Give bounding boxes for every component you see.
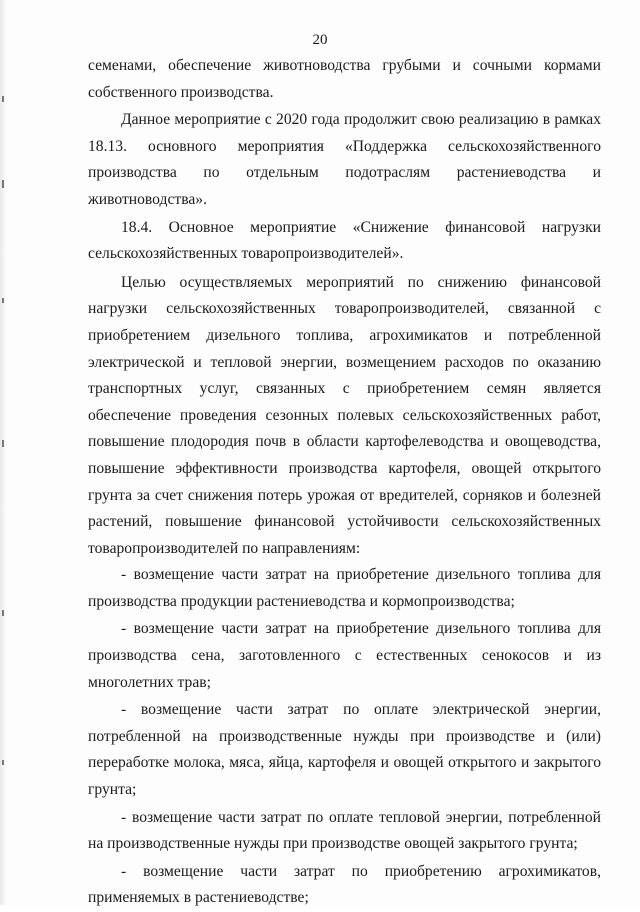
scan-edge-mark [2, 180, 4, 188]
scan-edge-mark [2, 610, 4, 616]
list-item-electric-energy: - возмещение части затрат по оплате электрической энергии, потребленной на производственные нужды при производстве и (или) переработке молока, мяса, яйца, картофеля и овощей открытого и закрытого грунта; [88, 701, 601, 799]
paragraph-continuation: семенами, обеспечение животноводства грубыми и сочными кормами собственного производства. [88, 57, 601, 101]
scan-edge-mark [2, 760, 4, 765]
scan-edge-mark [2, 440, 4, 447]
list-item-agrochemicals: - возмещение части затрат по приобретению агрохимикатов, применяемых в растениеводстве; [88, 862, 601, 907]
list-item-diesel-hay: - возмещение части затрат на приобретение дизельного топлива для производства сена, заготовленного с естественных сенокосов и из многолетних трав; [88, 620, 601, 691]
paragraph-goal: Целью осуществляемых мероприятий по снижению финансовой нагрузки сельскохозяйственных товаропроизводителей, связанной с приобретением дизельного топлива, агрохимикатов и потребленной электрической и тепловой энергии, возмещением расходов по оказанию транспортных услуг, связанных с приобретением семян является обеспечение проведения сезонных полевых сельскохозяйственных работ, повышение плодородия почв в области картофелеводства и овощеводства, повышение эффективности производства картофеля, овощей открытого грунта за счет снижения потерь урожая от вредителей, сорняков и болезней растений, повышение финансовой устойчивости сельскохозяйственных товаропроизводителей по направлениям: [88, 273, 601, 557]
scan-edge-mark [2, 298, 4, 303]
section-heading-18-4: 18.4. Основное мероприятие «Снижение финансовой нагрузки сельскохозяйственных товаропроизводителей». [88, 218, 601, 263]
page-number: 20 [312, 32, 328, 48]
body-text [88, 53, 601, 912]
scan-edge-mark [2, 96, 4, 102]
list-item-diesel-crops: - возмещение части затрат на приобретение дизельного топлива для производства продукции растениеводства и кормопроизводства; [88, 566, 601, 610]
list-item-thermal-energy: - возмещение части затрат по оплате тепловой энергии, потребленной на производственные нужды при производстве овощей закрытого грунта; [88, 808, 601, 853]
scan-left-edge [0, 0, 6, 905]
paragraph-measure-continuation: Данное мероприятие с 2020 года продолжит свою реализацию в рамках 18.13. основного мероприятия «Поддержка сельскохозяйственного производства по отдельным подотраслям растениеводства и животноводства». [88, 111, 601, 208]
